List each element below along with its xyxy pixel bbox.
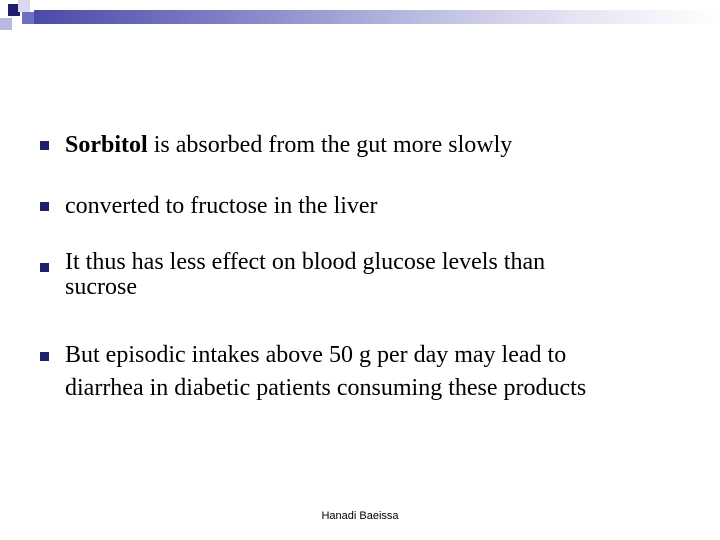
corner-square-mid [22,12,34,24]
bullet-item-4-line-1: But episodic intakes above 50 g per day may lead to [65,342,567,368]
bullet-item-1 [65,129,680,162]
bullet-item-2: converted to fructose in the liver [65,193,378,219]
bullet-item-4-line-2: diarrhea in diabetic patients consuming these products [65,375,587,401]
bullet-marker [40,352,49,361]
footer-author: Hanadi Baeissa [321,510,399,522]
bullet-marker [40,202,49,211]
header-decoration [0,0,720,34]
bullet-item-3-line-1: It thus has less effect on blood glucose levels than [65,249,546,275]
bullet-marker [40,141,49,150]
bullet-marker [40,263,49,272]
bullet-item-1-text: is absorbed from the gut more slowly [147,132,513,158]
bullet-item-1-term: Sorbitol [65,132,148,158]
corner-square-pale [18,0,30,12]
header-gradient-bar [34,10,720,24]
bullet-item-3-line-2: sucrose [65,274,137,300]
corner-square-light [0,18,12,30]
bullet-item-4 [65,339,680,405]
bullet-item-3 [65,250,680,300]
